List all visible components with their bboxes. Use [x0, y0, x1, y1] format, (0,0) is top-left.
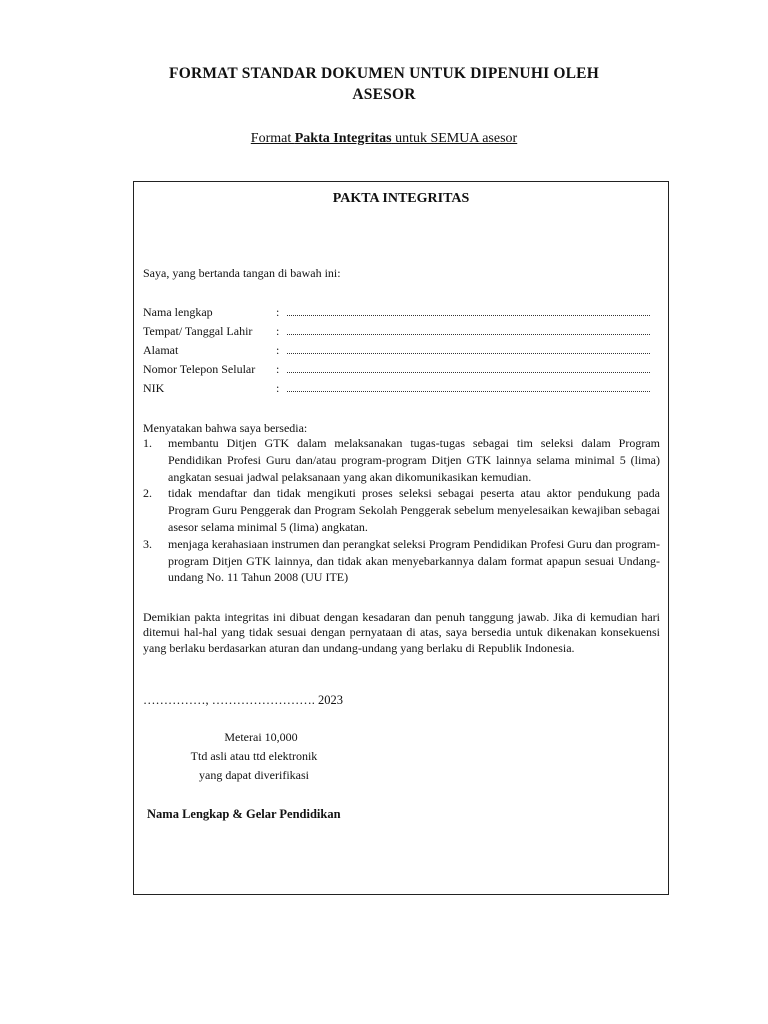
subtitle-suffix: untuk SEMUA asesor: [391, 131, 518, 146]
field-label: Nomor Telepon Selular: [143, 362, 256, 376]
list-item-number: 2.: [143, 486, 152, 501]
signature-note-line1: Ttd asli atau ttd elektronik: [190, 749, 318, 763]
signature-note-line2: yang dapat diverifikasi: [199, 768, 309, 782]
field-label: Nama lengkap: [143, 305, 213, 319]
field-dotted-line: [287, 334, 650, 335]
field-dotted-line: [287, 315, 650, 316]
field-nik[interactable]: [143, 380, 658, 399]
field-colon: :: [276, 305, 280, 319]
field-colon: :: [276, 324, 280, 338]
document-title: [120, 63, 648, 105]
document-title-line2: ASESOR: [352, 86, 416, 103]
closing-paragraph: Demikian pakta integritas ini dibuat dengan kesadaran dan penuh tanggung jawab. Jika di kemudian hari ditemui hal-hal yang tidak sesuai dengan pernyataan di atas, saya bersedia untuk dikenakan konsekuensi yang berlaku berdasarkan aturan dan undang-undang yang berlaku di Republik Indonesia.: [143, 610, 660, 655]
declaration-text: Menyatakan bahwa saya bersedia:: [143, 421, 308, 435]
list-item: [143, 435, 660, 485]
list-item-text: menjaga kerahasiaan instrumen dan perangkat seleksi Program Pendidikan Profesi Guru dan program-program Ditjen GTK lainnya, dan tidak akan menyebarkannya dalam format apapun sesuai Undang-undang No. 11 Tahun 2008 (UU ITE): [168, 536, 660, 585]
field-label: Alamat: [143, 343, 179, 357]
list-item-number: 3.: [143, 536, 152, 551]
list-item-text: membantu Ditjen GTK dalam melaksanakan tugas-tugas sebagai tim seleksi dalam Program Pendidikan Profesi Guru dan/atau program-program Ditjen GTK lainnya selama minimal 5 (lima) angkatan sesuai jadwal pelaksanaan yang akan dikomunikasikan kemudian.: [168, 436, 660, 484]
field-nomor-telepon[interactable]: [143, 361, 658, 380]
commitment-list: [143, 435, 660, 586]
pakta-integritas-form: [133, 181, 669, 895]
field-label: Tempat/ Tanggal Lahir: [143, 324, 253, 338]
list-item-number: 1.: [143, 436, 152, 450]
list-item: [143, 536, 660, 586]
field-tempat-tanggal-lahir[interactable]: [143, 323, 658, 342]
subtitle-prefix: Format: [250, 131, 295, 146]
field-dotted-line: [287, 391, 650, 392]
list-item: [143, 485, 660, 535]
field-colon: :: [276, 381, 280, 395]
form-heading: PAKTA INTEGRITAS: [332, 191, 470, 206]
field-dotted-line: [287, 353, 650, 354]
field-label: NIK: [143, 381, 165, 395]
place-date-line: ……………, ……………………. 2023: [143, 693, 343, 707]
list-item-text: tidak mendaftar dan tidak mengikuti proses seleksi sebagai peserta atau aktor pendukung pada Program Guru Penggerak dan Program Sekolah Penggerak sebelum menyelesaikan kewajiban sebagai asesor selama minimal 5 (lima) angkatan.: [168, 486, 660, 534]
signer-name-label: Nama Lengkap & Gelar Pendidikan: [147, 807, 341, 821]
intro-text: Saya, yang bertanda tangan di bawah ini:: [143, 266, 341, 280]
field-colon: :: [276, 362, 280, 376]
document-subtitle: [120, 130, 648, 148]
stamp-label: Meterai 10,000: [224, 730, 298, 744]
field-colon: :: [276, 343, 280, 357]
field-alamat[interactable]: [143, 342, 658, 361]
subtitle-bold: Pakta Integritas: [294, 131, 392, 146]
document-title-line1: FORMAT STANDAR DOKUMEN UNTUK DIPENUHI OLEH: [169, 65, 599, 82]
field-dotted-line: [287, 372, 650, 373]
field-nama-lengkap[interactable]: [143, 304, 658, 323]
